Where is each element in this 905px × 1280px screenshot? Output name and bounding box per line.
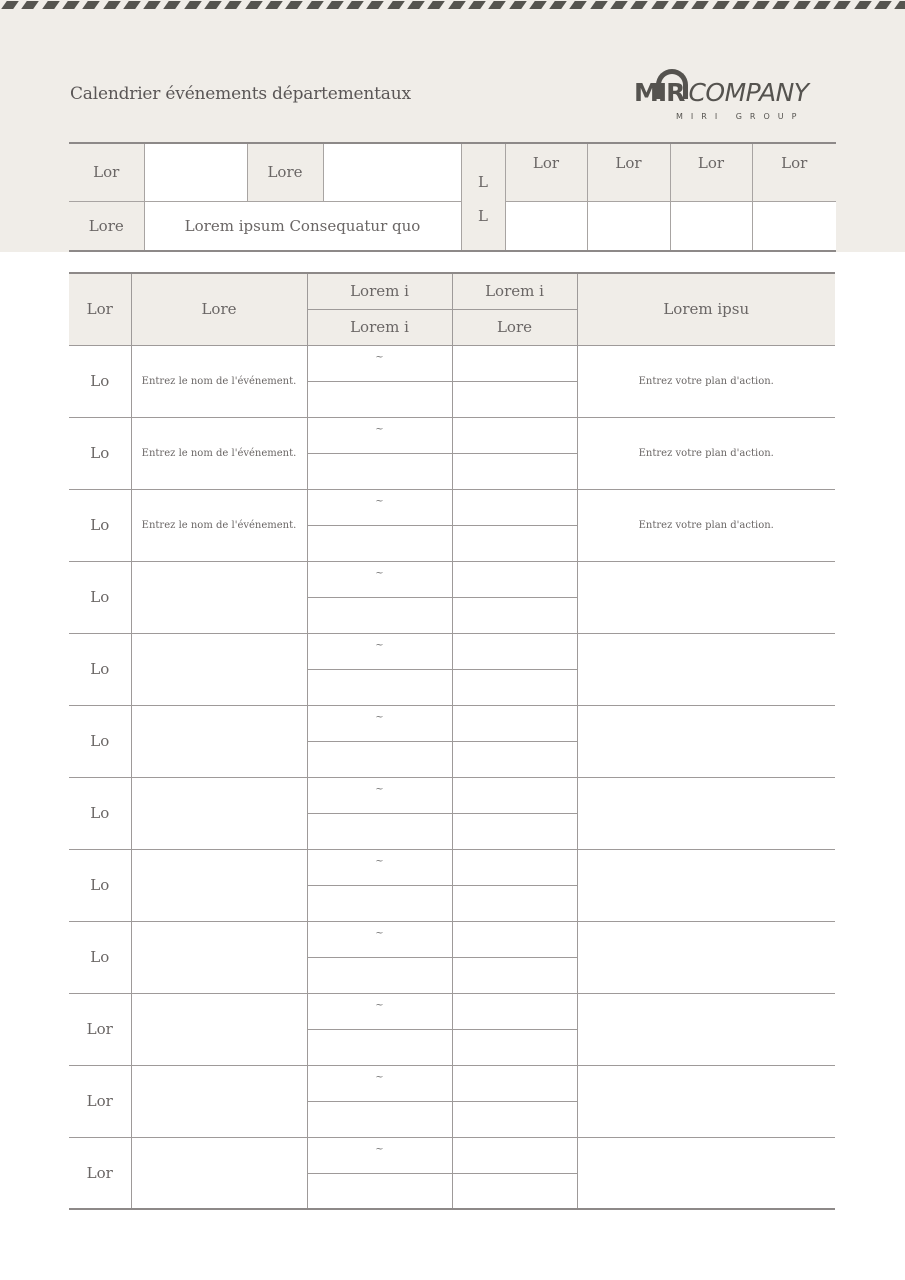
- company-logo: [634, 70, 839, 125]
- approval-header-4: Lor: [752, 143, 836, 201]
- row-number: Lor: [69, 1137, 131, 1209]
- approval-side-label: L L: [461, 143, 505, 251]
- stripe: [448, 1, 466, 9]
- logo-wordmark: COMPANY: [688, 78, 809, 107]
- stripe: [21, 1, 39, 9]
- approval-header-3: Lor: [670, 143, 752, 201]
- row-number: Lor: [69, 993, 131, 1065]
- date-bottom-cell[interactable]: [307, 1173, 452, 1209]
- stripe: [570, 1, 588, 9]
- header-no: Lor: [69, 273, 131, 345]
- date-bottom-cell[interactable]: [307, 741, 452, 777]
- event-name-cell[interactable]: [131, 705, 307, 777]
- stripe: [367, 1, 385, 9]
- header-plan: Lorem ipsu: [577, 273, 835, 345]
- action-plan-cell[interactable]: [577, 849, 835, 921]
- info-label-2: Lore: [247, 143, 323, 201]
- date-range-cell[interactable]: ~: [307, 561, 452, 597]
- date-range-cell[interactable]: ~: [307, 993, 452, 1029]
- stripe: [407, 1, 425, 9]
- stripe: [651, 1, 669, 9]
- action-plan-cell[interactable]: [577, 1065, 835, 1137]
- stripe: [265, 1, 283, 9]
- row-number: Lo: [69, 489, 131, 561]
- stripe: [346, 1, 364, 9]
- col4-top-cell[interactable]: [452, 921, 577, 957]
- page-title: Calendrier événements départementaux: [70, 84, 411, 104]
- action-plan-cell[interactable]: Entrez votre plan d'action.: [577, 417, 835, 489]
- row-number: Lo: [69, 849, 131, 921]
- col4-top-cell[interactable]: [452, 561, 577, 597]
- stripe: [164, 1, 182, 9]
- col4-bottom-cell[interactable]: [452, 741, 577, 777]
- col4-top-cell[interactable]: [452, 1137, 577, 1173]
- table-row: [69, 993, 835, 1029]
- date-bottom-cell[interactable]: [307, 453, 452, 489]
- date-bottom-cell[interactable]: [307, 885, 452, 921]
- event-name-cell[interactable]: [131, 1137, 307, 1209]
- stripe: [549, 1, 567, 9]
- action-plan-cell[interactable]: [577, 993, 835, 1065]
- stripe: [590, 1, 608, 9]
- table-row: [69, 345, 835, 381]
- stripe: [468, 1, 486, 9]
- stripe: [773, 1, 791, 9]
- approval-header-2: Lor: [587, 143, 670, 201]
- stripe: [610, 1, 628, 9]
- date-bottom-cell[interactable]: [307, 525, 452, 561]
- header-date-bottom: Lorem i: [307, 309, 452, 345]
- col4-top-cell[interactable]: [452, 489, 577, 525]
- logo-subtitle: MIRI GROUP: [676, 112, 805, 121]
- col4-bottom-cell[interactable]: [452, 525, 577, 561]
- stripe: [509, 1, 527, 9]
- header-event: Lore: [131, 273, 307, 345]
- stripe: [732, 1, 750, 9]
- col4-bottom-cell[interactable]: [452, 669, 577, 705]
- table-row: [69, 561, 835, 597]
- stripe: [793, 1, 811, 9]
- date-range-cell[interactable]: ~: [307, 1137, 452, 1173]
- stripe: [204, 1, 222, 9]
- row-number: Lo: [69, 705, 131, 777]
- table-row: [69, 921, 835, 957]
- date-range-cell[interactable]: ~: [307, 417, 452, 453]
- stripe: [1, 1, 19, 9]
- stripe: [712, 1, 730, 9]
- date-bottom-cell[interactable]: [307, 1029, 452, 1065]
- col4-bottom-cell[interactable]: [452, 1101, 577, 1137]
- stripe: [62, 1, 80, 9]
- action-plan-cell[interactable]: Entrez votre plan d'action.: [577, 345, 835, 417]
- event-name-cell[interactable]: [131, 633, 307, 705]
- event-name-cell[interactable]: [131, 993, 307, 1065]
- date-bottom-cell[interactable]: [307, 957, 452, 993]
- date-range-cell[interactable]: ~: [307, 489, 452, 525]
- col4-bottom-cell[interactable]: [452, 381, 577, 417]
- action-plan-cell[interactable]: Entrez votre plan d'action.: [577, 489, 835, 561]
- stripe: [427, 1, 445, 9]
- row-number: Lo: [69, 561, 131, 633]
- logo-arch-icon: [656, 69, 688, 99]
- event-name-cell[interactable]: [131, 777, 307, 849]
- table-row: [69, 489, 835, 525]
- stripe: [529, 1, 547, 9]
- col4-bottom-cell[interactable]: [452, 1029, 577, 1065]
- date-bottom-cell[interactable]: [307, 813, 452, 849]
- col4-top-cell[interactable]: [452, 849, 577, 885]
- approval-sign-4[interactable]: [752, 201, 836, 251]
- row-number: Lo: [69, 921, 131, 993]
- stripe: [874, 1, 892, 9]
- col4-bottom-cell[interactable]: [452, 813, 577, 849]
- col4-bottom-cell[interactable]: [452, 597, 577, 633]
- action-plan-cell[interactable]: [577, 921, 835, 993]
- info-value-2[interactable]: [323, 143, 461, 201]
- logo-mark: MIR: [634, 78, 684, 108]
- event-name-cell[interactable]: [131, 921, 307, 993]
- row-number: Lo: [69, 633, 131, 705]
- row-number: Lo: [69, 417, 131, 489]
- stripe: [387, 1, 405, 9]
- date-bottom-cell[interactable]: [307, 381, 452, 417]
- date-range-cell[interactable]: ~: [307, 849, 452, 885]
- stripe: [752, 1, 770, 9]
- table-row: [69, 417, 835, 453]
- stripe: [894, 1, 905, 9]
- event-name-cell[interactable]: Entrez le nom de l'événement.: [131, 345, 307, 417]
- col4-top-cell[interactable]: [452, 345, 577, 381]
- table-row: [69, 633, 835, 669]
- table-row: [69, 849, 835, 885]
- stripe: [854, 1, 872, 9]
- info-label-3: Lore: [69, 201, 144, 251]
- action-plan-cell[interactable]: [577, 1137, 835, 1209]
- stripe: [833, 1, 851, 9]
- col4-top-cell[interactable]: [452, 705, 577, 741]
- action-plan-cell[interactable]: [577, 777, 835, 849]
- stripe: [42, 1, 60, 9]
- date-bottom-cell[interactable]: [307, 669, 452, 705]
- date-range-cell[interactable]: ~: [307, 777, 452, 813]
- col4-bottom-cell[interactable]: [452, 1173, 577, 1209]
- stripe: [143, 1, 161, 9]
- date-bottom-cell[interactable]: [307, 1101, 452, 1137]
- approval-sign-2[interactable]: [587, 201, 670, 251]
- approval-header-1: Lor: [505, 143, 587, 201]
- row-number: Lo: [69, 777, 131, 849]
- stripe: [671, 1, 689, 9]
- col4-top-cell[interactable]: [452, 1065, 577, 1101]
- date-range-cell[interactable]: ~: [307, 921, 452, 957]
- stripe: [184, 1, 202, 9]
- row-number: Lor: [69, 1065, 131, 1137]
- date-range-cell[interactable]: ~: [307, 1065, 452, 1101]
- stripe: [82, 1, 100, 9]
- col4-top-cell[interactable]: [452, 417, 577, 453]
- stripe: [123, 1, 141, 9]
- header-col4-top: Lorem i: [452, 273, 577, 309]
- table-row: [69, 1065, 835, 1101]
- stripe: [488, 1, 506, 9]
- col4-top-cell[interactable]: [452, 633, 577, 669]
- stripe: [326, 1, 344, 9]
- events-table: [69, 272, 835, 1210]
- col4-top-cell[interactable]: [452, 993, 577, 1029]
- stripe: [285, 1, 303, 9]
- event-name-cell[interactable]: [131, 561, 307, 633]
- decorative-stripe-border: [0, 0, 905, 11]
- date-bottom-cell[interactable]: [307, 597, 452, 633]
- header-col4-bottom: Lore: [452, 309, 577, 345]
- col4-top-cell[interactable]: [452, 777, 577, 813]
- info-value-1[interactable]: [144, 143, 247, 201]
- info-label-1: Lor: [69, 143, 144, 201]
- stripe: [691, 1, 709, 9]
- stripe: [630, 1, 648, 9]
- event-name-cell[interactable]: [131, 849, 307, 921]
- date-range-cell[interactable]: ~: [307, 705, 452, 741]
- action-plan-cell[interactable]: [577, 561, 835, 633]
- stripe: [103, 1, 121, 9]
- event-name-cell[interactable]: [131, 1065, 307, 1137]
- stripe: [224, 1, 242, 9]
- event-name-cell[interactable]: Entrez le nom de l'événement.: [131, 417, 307, 489]
- info-value-3[interactable]: Lorem ipsum Consequatur quo: [144, 201, 461, 251]
- table-row: [69, 705, 835, 741]
- approval-sign-3[interactable]: [670, 201, 752, 251]
- action-plan-cell[interactable]: [577, 705, 835, 777]
- approval-sign-1[interactable]: [505, 201, 587, 251]
- col4-bottom-cell[interactable]: [452, 957, 577, 993]
- col4-bottom-cell[interactable]: [452, 453, 577, 489]
- stripe: [813, 1, 831, 9]
- header-date-top: Lorem i: [307, 273, 452, 309]
- table-row: [69, 1137, 835, 1173]
- date-range-cell[interactable]: ~: [307, 633, 452, 669]
- row-number: Lo: [69, 345, 131, 417]
- stripe: [245, 1, 263, 9]
- col4-bottom-cell[interactable]: [452, 885, 577, 921]
- info-table: [69, 142, 836, 252]
- date-range-cell[interactable]: ~: [307, 345, 452, 381]
- table-row: [69, 777, 835, 813]
- action-plan-cell[interactable]: [577, 633, 835, 705]
- event-name-cell[interactable]: Entrez le nom de l'événement.: [131, 489, 307, 561]
- stripe: [306, 1, 324, 9]
